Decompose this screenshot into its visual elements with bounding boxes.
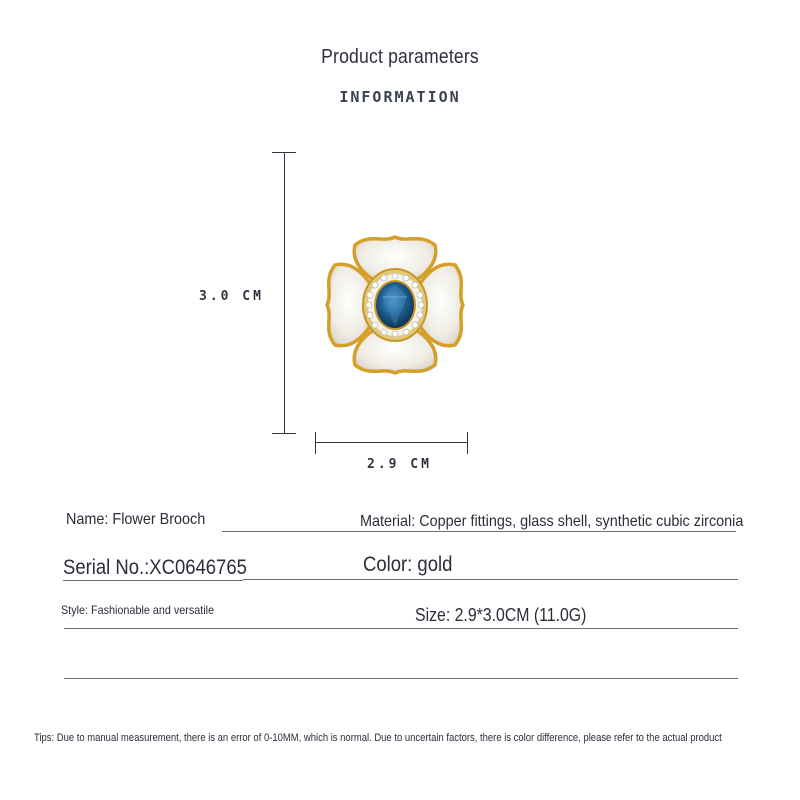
product-material: Material: Copper fittings, glass shell, synthetic cubic zirconia [360,513,744,530]
row-3-underline [64,628,738,629]
page-title: Product parameters [321,46,479,68]
product-name: Name: Flower Brooch [66,511,206,528]
width-dimension-label: 2.9 CM [367,457,432,472]
serial-underline [63,580,243,581]
height-dimension-cap-top [272,152,296,153]
row-1-underline [222,531,736,532]
product-style: Style: Fashionable and versatile [61,603,215,617]
product-color: Color: gold [363,553,453,576]
height-dimension-label: 3.0 CM [199,289,264,304]
width-dimension-cap-right [467,432,468,454]
product-serial: Serial No.:XC0646765 [63,556,247,579]
width-dimension-line [315,442,468,443]
height-dimension-cap-bottom [272,433,296,434]
flower-brooch-image [315,225,475,385]
page-subtitle: INFORMATION [339,88,461,106]
row-4-underline [64,678,738,679]
row-2-underline [243,579,738,580]
product-size: Size: 2.9*3.0CM (11.0G) [415,605,587,625]
tips-note: Tips: Due to manual measurement, there is an error of 0-10MM, which is normal. Due to uncertain factors, there is color difference, please refer to the actual product [34,732,722,744]
width-dimension-cap-left [315,432,316,454]
height-dimension-line [284,152,285,434]
